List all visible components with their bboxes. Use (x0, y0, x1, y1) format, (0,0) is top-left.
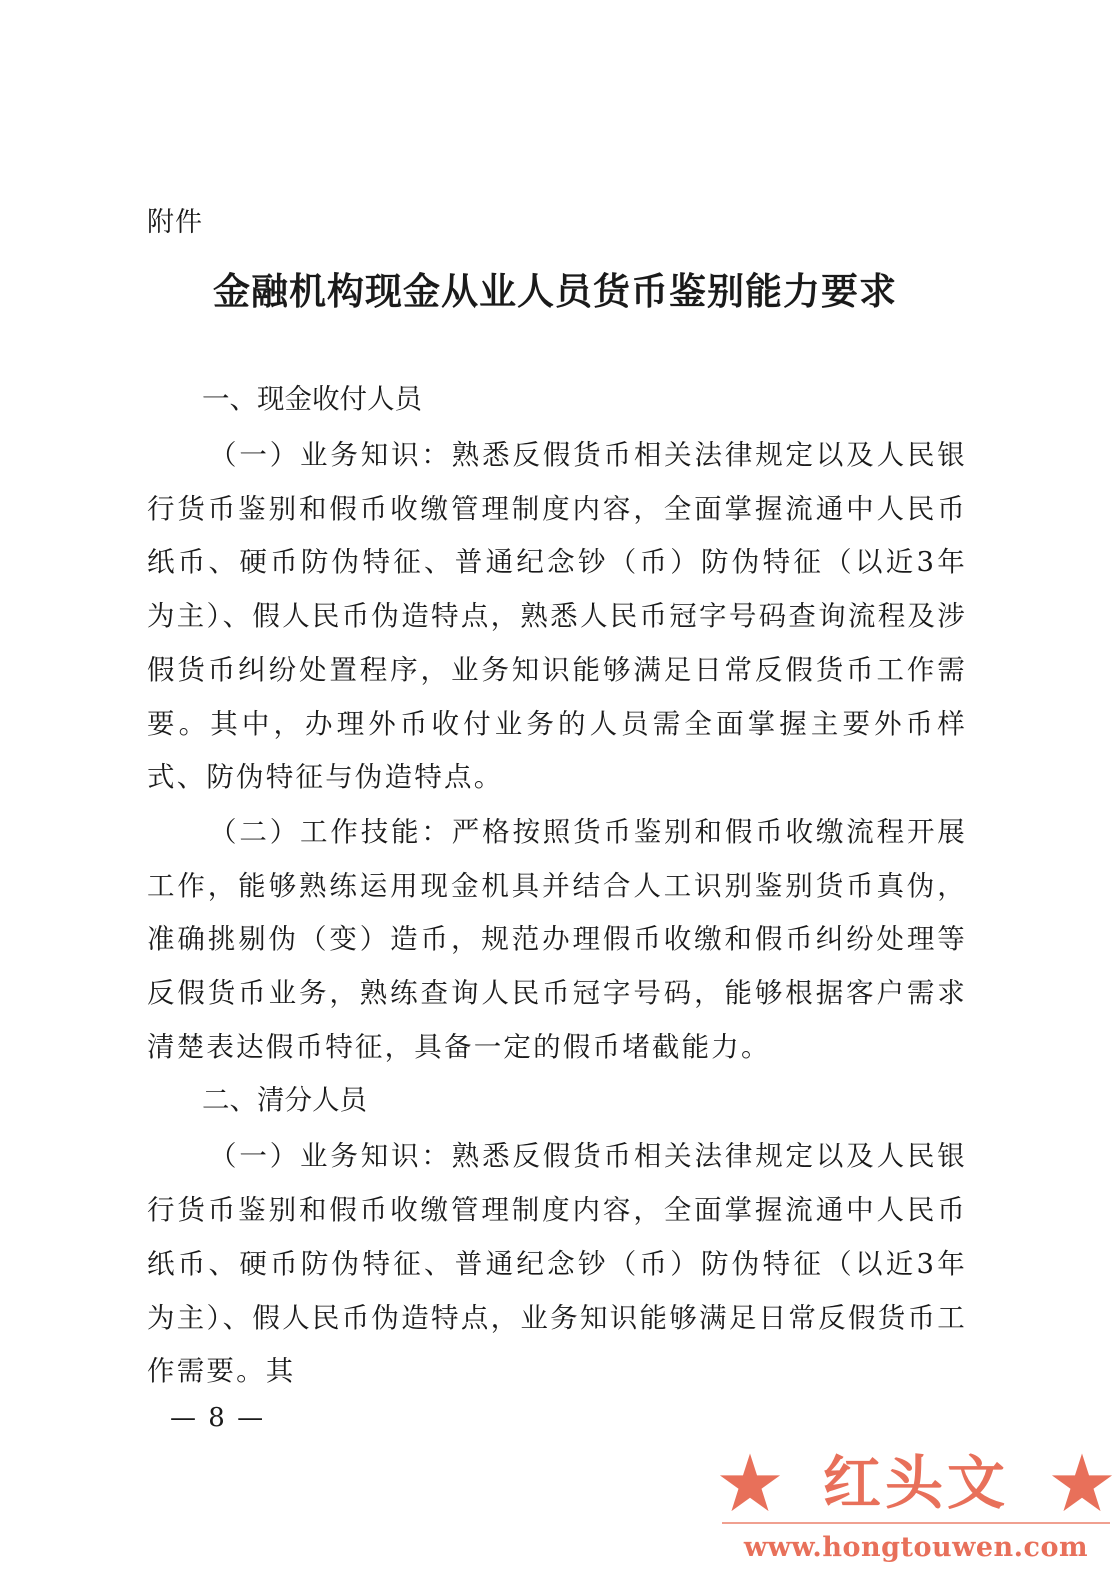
paragraph (147, 806, 967, 1075)
paragraph-lead: （一）业务知识： (209, 439, 452, 471)
paragraph-text: 熟悉反假货币相关法律规定以及人民银行货币鉴别和假币收缴管理制度内容，全面掌握流通中人民币纸币、硬币防伪特征、普通纪念钞（币）防伪特征（以近3年为主）、假人民币伪造特点，业务知识能够满足日常反假货币工作需要。其 (147, 1140, 967, 1388)
watermark-divider (722, 1522, 1110, 1524)
star-icon (718, 1451, 782, 1515)
page-number: — 8 — (170, 1403, 266, 1433)
paragraph-text: 熟悉反假货币相关法律规定以及人民银行货币鉴别和假币收缴管理制度内容，全面掌握流通中人民币纸币、硬币防伪特征、普通纪念钞（币）防伪特征（以近3年为主）、假人民币伪造特点，熟悉人民币冠字号码查询流程及涉假货币纠纷处置程序，业务知识能够满足日常反假货币工作需要。其中，办理外币收付业务的人员需全面掌握主要外币样式、防伪特征与伪造特点。 (147, 439, 967, 794)
attachment-label: 附件 (147, 207, 203, 238)
paragraph (147, 429, 967, 805)
star-icon (1050, 1451, 1114, 1515)
paragraph-text: 严格按照货币鉴别和假币收缴流程开展工作，能够熟练运用现金机具并结合人工识别鉴别货币真伪，准确挑剔伪（变）造币，规范办理假币收缴和假币纠纷处理等反假货币业务，熟练查询人民币冠字号码，能够根据客户需求清楚表达假币特征，具备一定的假币堵截能力。 (147, 815, 967, 1063)
watermark-url: www.hongtouwen.com (743, 1532, 1089, 1563)
site-watermark (718, 1438, 1114, 1578)
paragraph-lead: （一）业务知识： (209, 1140, 452, 1173)
paragraph (147, 1130, 967, 1399)
document-body (147, 375, 967, 1399)
paragraph-lead: （二）工作技能： (209, 815, 452, 848)
section-heading: 一、现金收付人员 (202, 383, 422, 415)
watermark-name: 红头文 (822, 1449, 1009, 1517)
section-heading: 二、清分人员 (202, 1084, 367, 1117)
document-title: 金融机构现金从业人员货币鉴别能力要求 (213, 270, 897, 313)
